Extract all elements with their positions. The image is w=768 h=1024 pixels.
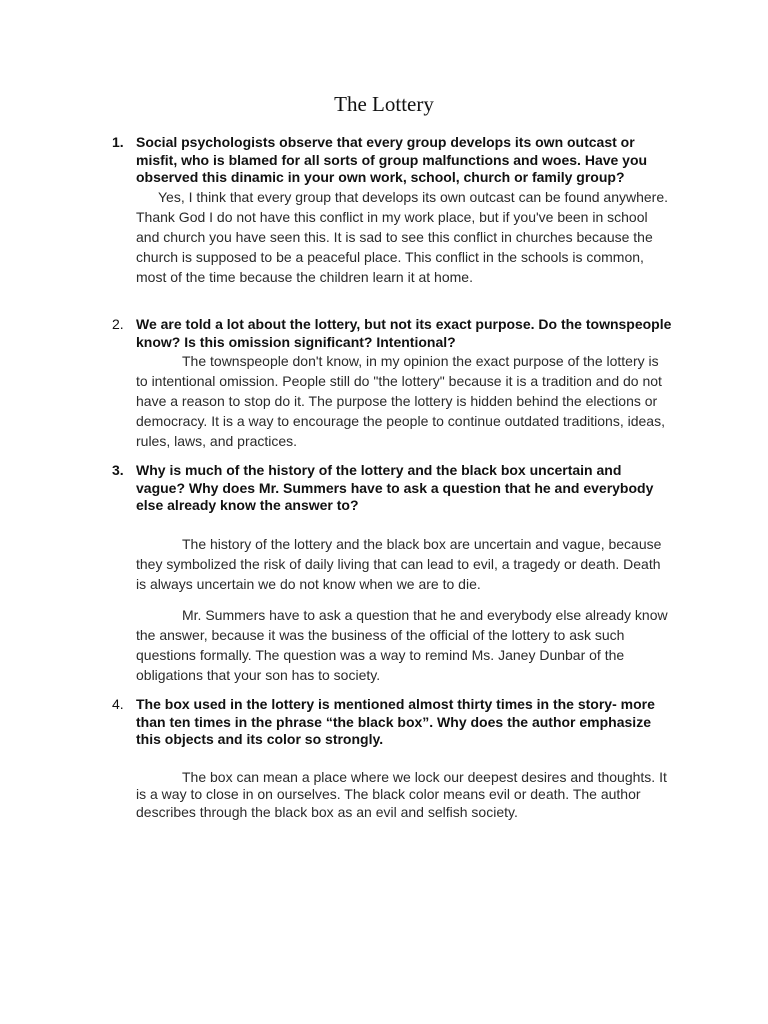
question-text: The box used in the lottery is mentioned almost thirty times in the story- more than ten times in the phrase “the black box”. Why does the author emphasize this objects and its color so strongly. bbox=[136, 696, 655, 747]
document-title: The Lottery bbox=[334, 92, 434, 116]
question-text: Social psychologists observe that every group develops its own outcast or misfit, who is blamed for all sorts of group malfunctions and woes. Have you observed this dinamic in your own work, school, church or family group? bbox=[136, 134, 648, 185]
answer-paragraph: Mr. Summers have to ask a question that he and everybody else already know the answer, because it was the business of the official of the lottery to ask such questions formally. The question was a way to remind Ms. Janey Dunbar of the obligations that your son has to society. bbox=[136, 606, 668, 683]
answer-paragraph: The history of the lottery and the black box are uncertain and vague, because they symbolized the risk of daily living that can lead to evil, a tragedy or death. Death is always uncertain we do not know when we are to die. bbox=[136, 535, 662, 592]
answer-paragraph: The box can mean a place where we lock our deepest desires and thoughts. It is a way to close in on ourselves. The black color means evil or death. The author describes through the black box as an evil and selfish society. bbox=[136, 768, 667, 820]
answer-paragraph: Yes, I think that every group that develops its own outcast can be found anywhere. Thank God I do not have this conflict in my work place, but if you've been in school and church you have seen this. It is sad to see this conflict in churches because the church is supposed to be a peaceful place. This conflict in the schools is common, most of the time because the children learn it at home. bbox=[136, 188, 669, 285]
question-number: 4. bbox=[112, 696, 124, 712]
question-item-2 bbox=[112, 316, 672, 451]
question-number: 1. bbox=[112, 134, 124, 150]
question-number: 3. bbox=[112, 462, 124, 478]
question-item-4 bbox=[112, 696, 672, 821]
question-text: We are told a lot about the lottery, but not its exact purpose. Do the townspeople know? Is this omission significant? Intentional? bbox=[136, 316, 672, 350]
question-item-3 bbox=[112, 462, 672, 685]
answer-paragraph: The townspeople don't know, in my opinion the exact purpose of the lottery is to intentional omission. People still do "the lottery" because it is a tradition and do not have a reason to stop do it. The purpose the lottery is hidden behind the elections or democracy. It is a way to encourage the people to continue outdated traditions, ideas, rules, laws, and practices. bbox=[136, 353, 665, 449]
question-item-1 bbox=[112, 134, 672, 287]
question-text: Why is much of the history of the lottery and the black box uncertain and vague? Why does Mr. Summers have to ask a question that he and everybody else already know the answer to? bbox=[136, 462, 654, 513]
question-number: 2. bbox=[112, 316, 124, 332]
